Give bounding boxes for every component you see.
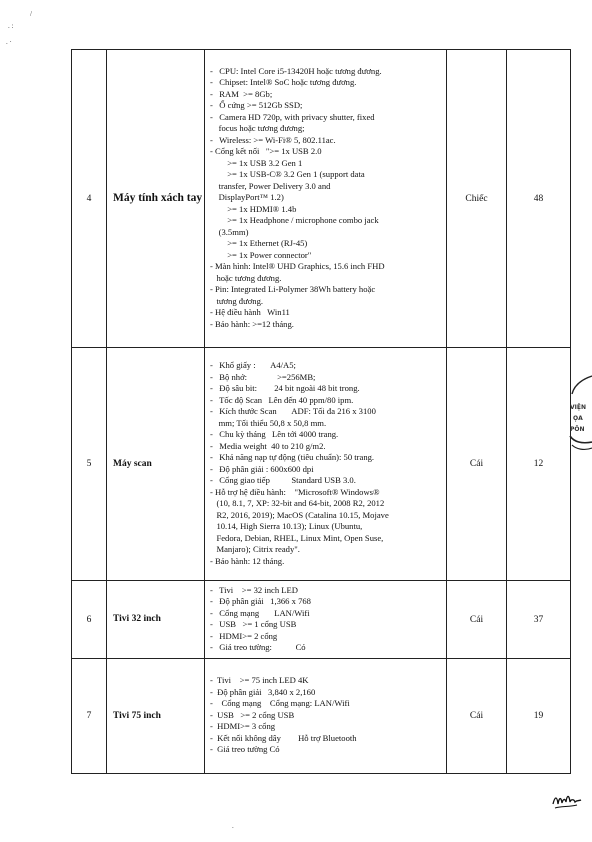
spec-line: - Tốc độ Scan Lên đến 40 ppm/80 ipm. (210, 394, 354, 405)
spec-line: - Pin: Integrated Li-Polymer 38Wh battery hoặc (210, 284, 376, 295)
spec-line: (10, 8.1, 7, XP: 32-bit and 64-bit, 2008 R2, 2012 (210, 498, 385, 508)
spec-line: focus hoặc tương đương; (210, 123, 305, 134)
stamp-text: PÔN (570, 426, 585, 433)
spec-line: - Hỗ trợ hệ điều hành: "Microsoft® Windows® (210, 486, 380, 497)
spec-line: Fedora, Debian, RHEL, Linux Mint, Open Suse, (210, 532, 384, 543)
spec-line: - Khổ giấy : A4/A5; (210, 360, 296, 370)
official-stamp-fragment (566, 372, 592, 462)
spec-line: - Kết nối không dây Hỗ trợ Bluetooth (210, 732, 357, 743)
spec-line: - Media weight 40 to 210 g/m2. (210, 440, 326, 451)
stamp-text: ỌA (573, 415, 583, 422)
item-unit: Cái (447, 659, 507, 774)
spec-line: >= 1x Headphone / microphone combo jack (210, 215, 379, 226)
spec-line: - Độ sâu bit: 24 bit ngoài 48 bit trong. (210, 383, 360, 393)
spec-line: - RAM >= 8Gb; (210, 88, 273, 99)
table-row (72, 581, 571, 659)
scan-speck: . : (8, 22, 14, 30)
spec-line: >= 1x USB 3.2 Gen 1 (210, 157, 303, 168)
spec-line: - Độ phân giải 3,840 x 2,160 (210, 686, 316, 697)
item-name: Máy scan (107, 348, 205, 581)
spec-line: >= 1x USB-C® 3.2 Gen 1 (support data (210, 169, 365, 180)
stamp-text: VIỆN (570, 404, 586, 411)
spec-line: - Wireless: >= Wi-Fi® 5, 802.11ac. (210, 134, 336, 145)
spec-line: - Cổng mạng Cổng mạng: LAN/Wifi (210, 698, 350, 709)
spec-line: - Cổng giao tiếp Standard USB 3.0. (210, 475, 356, 485)
item-unit: Cái (447, 348, 507, 581)
item-name: Tivi 32 inch (107, 581, 205, 659)
spec-line: - Độ phân giải : 600x600 dpi (210, 463, 314, 474)
spec-line: >= 1x Ethernet (RJ-45) (210, 238, 308, 249)
item-unit: Cái (447, 581, 507, 659)
scan-speck: . (232, 822, 234, 830)
spec-line: - Cổng kết nối ">= 1x USB 2.0 (210, 146, 322, 157)
spec-line: - USB >= 1 cổng USB (210, 619, 297, 629)
spec-line: 10.14, High Sierra 10.13); Linux (Ubuntu, (210, 521, 363, 531)
item-quantity: 37 (507, 581, 571, 659)
item-name: Máy tính xách tay (107, 50, 205, 348)
spec-line: R2, 2016, 2019); MacOS (Catalina 10.15, Mojave (210, 509, 389, 520)
spec-line: (3.5mm) (210, 226, 249, 237)
row-number: 6 (72, 581, 107, 659)
spec-line: hoặc tương đương. (210, 272, 282, 283)
table-row (72, 659, 571, 774)
spec-line: - Chipset: Intel® SoC hoặc tương đương. (210, 77, 357, 88)
spec-line: - Bộ nhớ: >=256MB; (210, 371, 316, 382)
table-row (72, 50, 571, 348)
row-number: 4 (72, 50, 107, 348)
spec-line: Manjaro); Citrix ready". (210, 544, 300, 554)
spec-line: mm; Tối thiểu 50,8 x 50,8 mm. (210, 417, 327, 428)
spec-line: >= 1x HDMI® 1.4b (210, 203, 297, 214)
item-quantity: 48 (507, 50, 571, 348)
spec-line: - Bảo hành: 12 tháng. (210, 555, 285, 566)
spec-line: - HDMI>= 2 cổng (210, 630, 278, 641)
spec-line: - Cổng mạng LAN/Wifi (210, 607, 310, 618)
spec-line: - Hệ điều hành Win11 (210, 307, 290, 318)
spec-line: - Tivi >= 75 inch LED 4K (210, 675, 309, 686)
spec-line: - Giá treo tường Có (210, 744, 280, 755)
spec-line: DisplayPort™ 1.2) (210, 192, 284, 203)
item-specification (205, 659, 447, 774)
spec-line: transfer, Power Delivery 3.0 and (210, 180, 331, 191)
spec-line: - Màn hình: Intel® UHD Graphics, 15.6 inch FHD (210, 261, 385, 272)
spec-line: - Camera HD 720p, with privacy shutter, fixed (210, 111, 375, 122)
spec-line: - Tivi >= 32 inch LED (210, 584, 298, 595)
spec-line: tương đương. (210, 295, 264, 306)
spec-line: - USB >= 2 cổng USB (210, 709, 295, 720)
table-row (72, 348, 571, 581)
item-specification (205, 50, 447, 348)
item-quantity: 12 (507, 348, 571, 581)
item-specification (205, 348, 447, 581)
equipment-spec-table (71, 49, 571, 774)
spec-line: - Khả năng nạp tự động (tiêu chuẩn): 50 trang. (210, 452, 375, 462)
row-number: 5 (72, 348, 107, 581)
item-specification (205, 581, 447, 659)
item-name: Tivi 75 inch (107, 659, 205, 774)
row-number: 7 (72, 659, 107, 774)
scan-speck: / (30, 10, 32, 18)
initials-signature-icon (551, 790, 583, 812)
spec-line: - Giá treo tường: Có (210, 642, 306, 652)
spec-line: - CPU: Intel Core i5-13420H hoặc tương đương. (210, 65, 382, 76)
spec-line: - Độ phân giải 1,366 x 768 (210, 596, 311, 606)
spec-line: - Ổ cứng >= 512Gb SSD; (210, 100, 303, 111)
spec-line: - HDMI>= 3 cổng (210, 721, 276, 732)
scan-speck: . · (6, 38, 12, 46)
spec-line: >= 1x Power connector" (210, 249, 312, 260)
spec-line: - Chu kỳ tháng Lên tới 4000 trang. (210, 429, 339, 439)
item-unit: Chiếc (447, 50, 507, 348)
spec-line: - Bảo hành: >=12 tháng. (210, 318, 294, 329)
spec-line: - Kích thước Scan ADF: Tối đa 216 x 3100 (210, 406, 376, 416)
item-quantity: 19 (507, 659, 571, 774)
